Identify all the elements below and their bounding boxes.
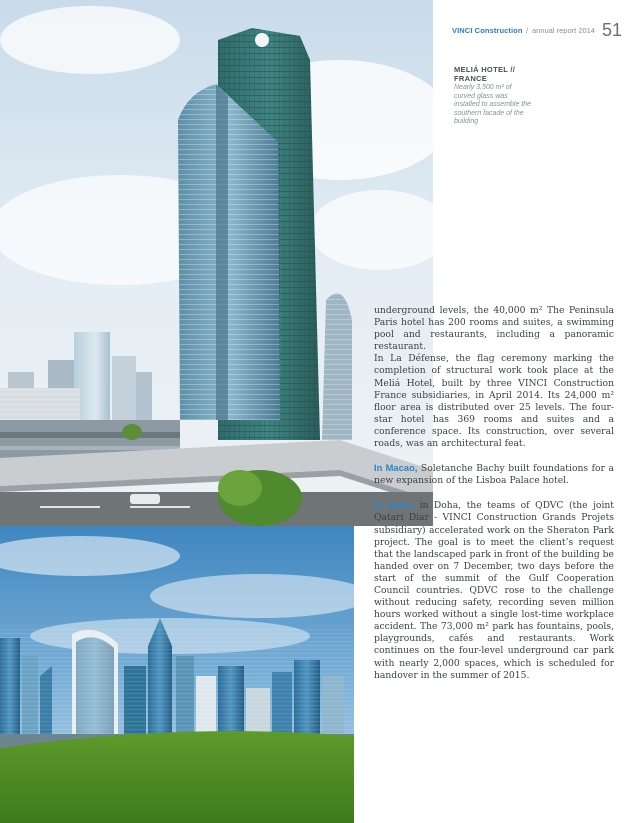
tower-sign bbox=[255, 33, 269, 47]
paragraph-la-defense: In La Défense, the flag ceremony marking the completion of structural work took place at the Meliá Hotel, built by three VINCI Construction France subsidiaries, in April 2014. Its 24,000 m² floor area is distributed over 25 levels. The four-star hotel has 369 rooms and suites and a conference space. Its construction, over several roads, was an architectural feat. bbox=[374, 353, 614, 450]
article-column bbox=[374, 305, 614, 694]
header-separator: / bbox=[526, 26, 529, 35]
brand-name: VINCI Construction bbox=[452, 26, 523, 35]
report-title: annual report 2014 bbox=[532, 26, 595, 35]
lead-qatar: In Qatar, bbox=[374, 499, 415, 511]
page-header bbox=[452, 22, 632, 42]
page-number: 51 bbox=[602, 20, 623, 40]
photo-caption bbox=[454, 65, 534, 127]
paragraph-qatar bbox=[374, 499, 614, 681]
caption-title-line2: FRANCE bbox=[454, 74, 488, 83]
paragraph-peninsula: underground levels, the 40,000 m² The Peninsula Paris hotel has 200 rooms and suites, a swimming pool and restaurants, including a panoramic restaurant. bbox=[374, 305, 614, 353]
macao-text: Soletanche Bachy built foundations for a new expansion of the Lisboa Palace hotel. bbox=[374, 463, 615, 487]
lead-macao: In Macao, bbox=[374, 462, 418, 474]
doha-skyline-photo bbox=[0, 526, 354, 823]
qatar-text: in Doha, the teams of QDVC (the joint Qatari Diar - VINCI Construction Grands Projets subsidiary) accelerated work on the Sheraton Park project. The goal is to meet the client’s request that the landscaped park in front of the building be handed over on 7 December, two days before the start of the summit of the Gulf Cooperation Council countries. QDVC rose to the challenge without reducing safety, recording seven million hours worked without a single lost-time workplace accident. The 73,000 m² park has fountains, pools, playgrounds, cafés and restaurants. Work continues on the four-level underground car park with nearly 2,000 spaces, which is scheduled for handover in the summer of 2015. bbox=[374, 500, 614, 681]
paragraph-macao bbox=[374, 462, 614, 487]
caption-title-line1: MELIÁ HOTEL // bbox=[454, 65, 516, 74]
caption-text: Nearly 3,500 m² of curved glass was installed to assemble the southern facade of the building bbox=[454, 84, 532, 126]
melia-hotel-photo bbox=[0, 0, 433, 526]
